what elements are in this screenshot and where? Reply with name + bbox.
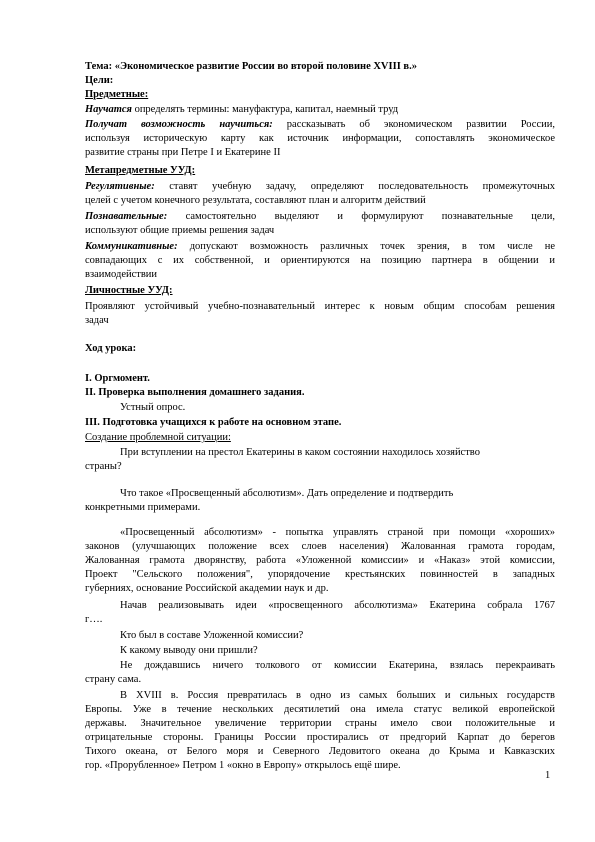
p3-line-1: Не дождавшись ничего толкового от комиссии Екатерина, взялась перекраивать xyxy=(120,660,555,671)
problem-heading: Создание проблемной ситуации: xyxy=(85,432,231,443)
reg-line-1 xyxy=(85,180,555,194)
q1-line-2: страны? xyxy=(85,461,122,472)
p4-line-1: В XVIII в. Россия превратилась в одно из самых больших и сильных государств xyxy=(120,690,555,701)
stage-3: III. Подготовка учащихся к работе на основном этапе. xyxy=(85,417,342,428)
goals-heading: Цели: xyxy=(85,75,114,86)
p4-line-5: Тихого океана, от Белого моря и Северного Ледовитого океана до Крыма и Кавказских xyxy=(85,746,555,757)
oral-survey: Устный опрос. xyxy=(120,402,186,413)
p1-line-5: губерниях, основание Российской академии наук и др. xyxy=(85,583,329,594)
personal-line-2: задач xyxy=(85,315,109,326)
com-text-1: допускают возможность различных точек зрения, в том числе не xyxy=(189,241,556,252)
page-number: 1 xyxy=(545,770,551,781)
subject-heading: Предметные: xyxy=(85,89,149,100)
stage-2: II. Проверка выполнения домашнего задания. xyxy=(85,387,305,398)
lesson-heading: Ход урока: xyxy=(85,343,137,354)
p4-line-2: Европы. Уже в течение нескольких десятилетий она имела статус великой европейской xyxy=(85,704,555,715)
p3-line-2: страну сама. xyxy=(85,674,142,685)
p1-line-4: Проект "Сельского положения", упорядочение крестьянских повинностей в западных xyxy=(85,569,555,580)
meta-heading: Метапредметные УУД: xyxy=(85,165,196,176)
learn-text: определять термины: мануфактура, капитал, наемный труд xyxy=(134,104,399,115)
chance-text-1: рассказывать об экономическом развитии России, xyxy=(286,119,555,130)
com-label: Коммуникативные: xyxy=(85,241,178,252)
p1-line-3: Жалованная грамота дворянству, работа «Уложенной комиссии» и «Наказ» этой комиссии, xyxy=(85,555,555,566)
p2-line-1: Начав реализовывать идеи «просвещенного абсолютизма» Екатерина собрала 1767 xyxy=(120,600,555,611)
p1-line-1: «Просвещенный абсолютизм» - попытка управлять страной при помощи «хороших» xyxy=(120,527,555,538)
chance-line-2: используя историческую карту как источник информации, сопоставлять экономическое xyxy=(85,133,555,144)
p4-line-3: державы. Значительное увеличение территории страны имело свои положительные и xyxy=(85,718,555,729)
q2-line-1: Что такое «Просвещенный абсолютизм». Дать определение и подтвердить xyxy=(120,488,454,499)
reg-line-2: целей с учетом конечного результата, составляют план и алгоритм действий xyxy=(85,195,426,206)
q3-line: Кто был в составе Уложенной комиссии? xyxy=(120,630,304,641)
topic-line xyxy=(85,60,555,74)
topic-label: Тема: xyxy=(85,61,113,72)
com-line-1 xyxy=(85,240,555,254)
q1-line-1: При вступлении на престол Екатерины в каком состоянии находилось хозяйство xyxy=(120,447,480,458)
p4-line-4: отрицательные стороны. Границы России простирались от предгорий Карпат до берегов xyxy=(85,732,555,743)
chance-label: Получат возможность научиться: xyxy=(85,119,273,130)
reg-label: Регулятивные: xyxy=(85,181,155,192)
p1-line-2: законов (улучшающих положение всех слоев населения) Жалованная грамота городам, xyxy=(85,541,555,552)
chance-line-3: развитие страны при Петре I и Екатерине II xyxy=(85,147,281,158)
learn-label: Научатся xyxy=(85,104,132,115)
chance-line-1 xyxy=(85,118,555,132)
p4-line-6: гор. «Прорубленное» Петром 1 «окно в Европу» открылось ещё шире. xyxy=(85,760,401,771)
personal-heading: Личностные УУД: xyxy=(85,285,173,296)
com-line-3: взаимодействии xyxy=(85,269,158,280)
cog-line-1 xyxy=(85,210,555,224)
q2-line-2: конкретными примерами. xyxy=(85,502,201,513)
stage-1: I. Оргмомент. xyxy=(85,373,150,384)
cog-line-2: используют общие приемы решения задач xyxy=(85,225,275,236)
personal-line-1: Проявляют устойчивый учебно-познавательный интерес к новым общим способам решения xyxy=(85,301,555,312)
cog-text-1: самостоятельно выделяют и формулируют познавательные цели, xyxy=(185,211,555,222)
reg-text-1: ставят учебную задачу, определяют последовательность промежуточных xyxy=(169,181,555,192)
p2-line-2: г…. xyxy=(85,614,103,625)
learn-line xyxy=(85,103,555,117)
cog-label: Познавательные: xyxy=(85,211,168,222)
q4-line: К какому выводу они пришли? xyxy=(120,645,258,656)
topic-text: «Экономическое развитие России во второй половине XVIII в.» xyxy=(114,61,417,72)
com-line-2: совпадающих с их собственной, и ориентируются на позицию партнера в общении и xyxy=(85,255,555,266)
